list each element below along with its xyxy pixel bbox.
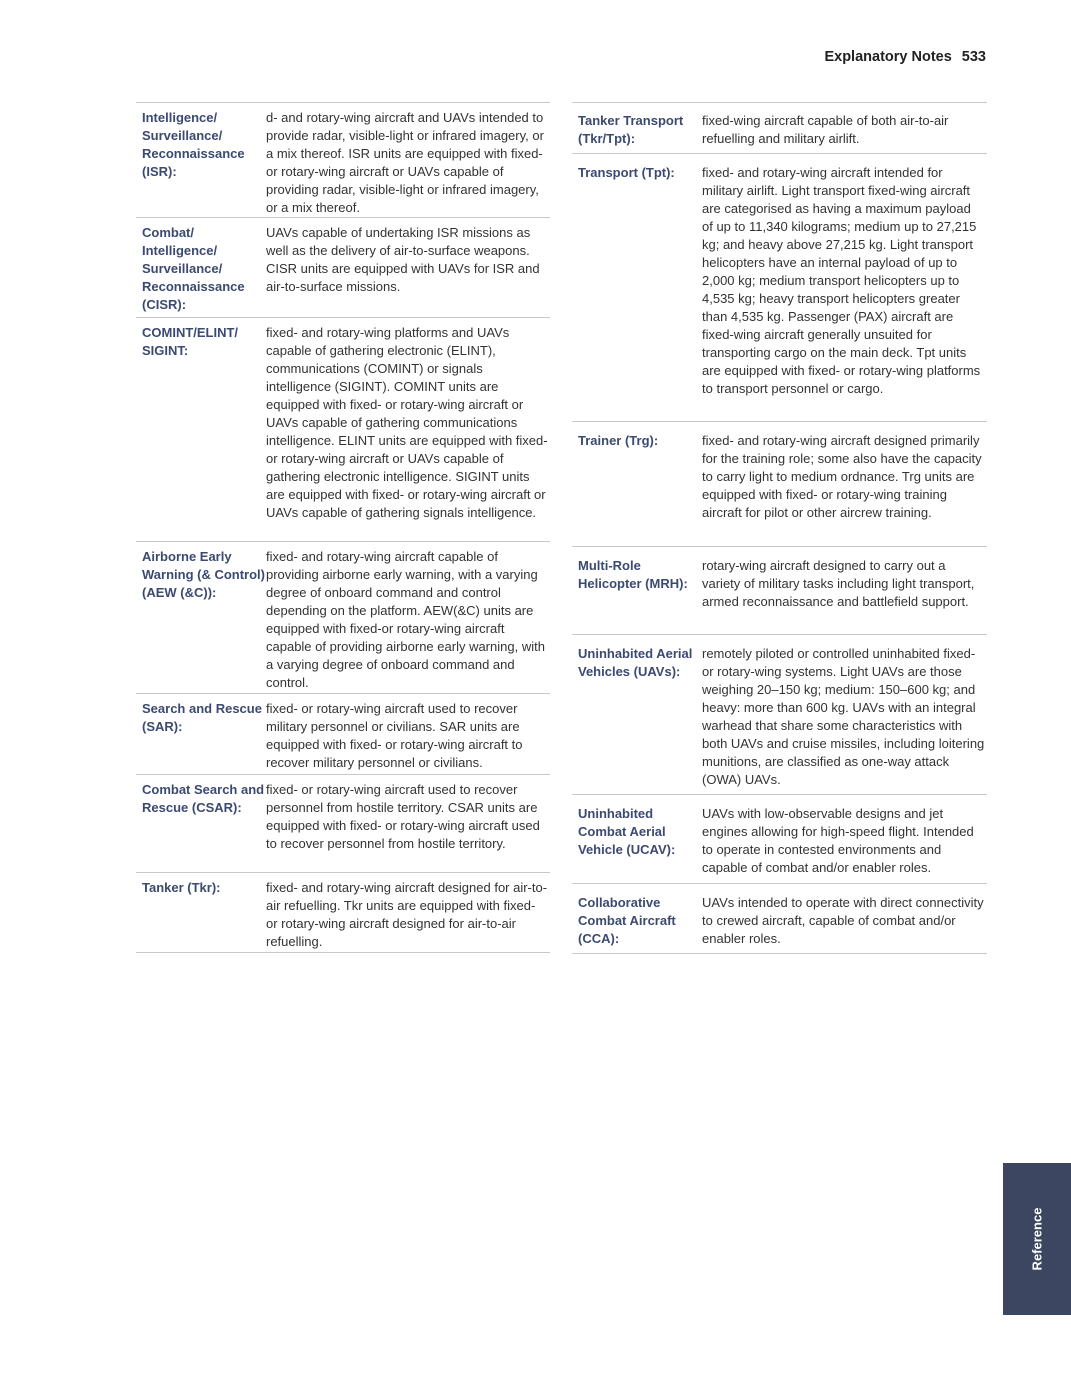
glossary-row (136, 775, 550, 873)
glossary-definition: fixed- and rotary-wing platforms and UAVs capable of gathering electronic (ELINT), communications (COMINT) or signals intelligence (SIGINT). COMINT units are equipped with fixed- or rotary-wing aircraft or UAVs capable of gathering communications intelligence. ELINT units are equipped with fixed- or rotary-wing aircraft or UAVs capable of gathering electronic intelligence. SIGINT units are equipped with fixed- or rotary-wing aircraft or UAVs capable of gathering signals intelligence. (266, 325, 548, 520)
page-number: 533 (961, 49, 986, 65)
glossary-row (136, 694, 550, 775)
glossary-row (572, 547, 987, 635)
glossary-term: Airborne Early Warning (& Control) (AEW (&C)): (142, 549, 265, 600)
glossary-term: Combat/ Intelligence/ Surveillance/ Reconnaissance (CISR): (142, 225, 245, 312)
page-header (824, 49, 986, 65)
glossary-term: Multi-Role Helicopter (MRH): (578, 558, 688, 591)
glossary-definition: rotary-wing aircraft designed to carry out a variety of military tasks including light transport, armed reconnaissance and battlefield support. (702, 558, 975, 609)
glossary-row (136, 102, 550, 218)
glossary-definition: UAVs with low-observable designs and jet engines allowing for high-speed flight. Intended to operate in contested environments and capable of combat and/or enabler roles. (702, 806, 974, 875)
glossary-definition: remotely piloted or controlled uninhabited fixed- or rotary-wing systems. Light UAVs are those weighing 20–150 kg; medium: 150–600 kg; and heavy: more than 600 kg. UAVs with an integral warhead that share some characteristics with both UAVs and cruise missiles, including loitering munitions, are classified as one-way attack (OWA) UAVs. (702, 646, 985, 787)
glossary-row (572, 102, 987, 154)
left-glossary-column (136, 102, 550, 953)
glossary-term: COMINT/ELINT/ SIGINT: (142, 325, 239, 358)
glossary-definition: UAVs intended to operate with direct connectivity to crewed aircraft, capable of combat and/or enabler roles. (702, 895, 984, 946)
glossary-term: Tanker Transport (Tkr/Tpt): (578, 113, 684, 146)
glossary-row (136, 873, 550, 953)
glossary-row (572, 154, 987, 422)
running-title: Explanatory Notes (824, 49, 952, 65)
glossary-row (572, 884, 987, 954)
glossary-definition: d- and rotary-wing aircraft and UAVs intended to provide radar, visible-light or infrared imagery, or a mix thereof. ISR units are equipped with fixed- or rotary-wing aircraft or UAVs capable of providing radar, visible-light or infrared imagery, or a mix thereof. (266, 110, 544, 215)
glossary-row (572, 635, 987, 795)
glossary-definition: fixed- and rotary-wing aircraft intended for military airlift. Light transport fixed-wing aircraft are categorised as having a maximum payload of up to 11,340 kilograms; medium up to 27,215 kg; and heavy above 27,215 kg. Light transport helicopters have an internal payload of up to 2,000 kg; medium transport helicopters up to 4,535 kg; heavy transport helicopters greater than 4,535 kg. Passenger (PAX) aircraft are fixed-wing aircraft generally unsuited for transporting cargo on the main deck. Tpt units are equipped with fixed- or rotary-wing platforms to transport personnel or cargo. (702, 165, 981, 396)
glossary-row (136, 542, 550, 694)
glossary-definition: fixed-wing aircraft capable of both air-to-air refuelling and military airlift. (702, 113, 949, 146)
glossary-row (572, 795, 987, 884)
glossary-definition: fixed- and rotary-wing aircraft designed for air-to-air refuelling. Tkr units are equipped with fixed- or rotary-wing aircraft designed for air-to-air refuelling. (266, 880, 548, 949)
right-glossary-column (572, 102, 987, 954)
section-tab-label: Reference (1029, 1207, 1045, 1271)
glossary-term: Uninhabited Aerial Vehicles (UAVs): (578, 646, 693, 679)
glossary-term: Search and Rescue (SAR): (142, 701, 262, 734)
glossary-term: Tanker (Tkr): (142, 880, 221, 895)
glossary-term: Collaborative Combat Aircraft (CCA): (578, 895, 676, 946)
glossary-term: Combat Search and Rescue (CSAR): (142, 782, 265, 815)
glossary-definition: fixed- and rotary-wing aircraft designed primarily for the training role; some also have the capacity to carry light to medium ordnance. Trg units are equipped with fixed- or rotary-wing training aircraft for pilot or other aircrew training. (702, 433, 982, 520)
glossary-term: Transport (Tpt): (578, 165, 675, 180)
glossary-term: Intelligence/ Surveillance/ Reconnaissance (ISR): (142, 110, 245, 179)
reference-section-tab (1003, 1163, 1071, 1315)
glossary-definition: fixed- and rotary-wing aircraft capable of providing airborne early warning, with a varying degree of onboard command and control depending on the platform. AEW(&C) units are equipped with fixed-or rotary-wing aircraft capable of providing airborne early warning, with a varying degree of onboard command and control. (266, 549, 545, 690)
glossary-definition: fixed- or rotary-wing aircraft used to recover military personnel or civilians. SAR units are equipped with fixed- or rotary-wing aircraft to recover military personnel or civilians. (266, 701, 523, 770)
glossary-row (572, 422, 987, 547)
glossary-term: Uninhabited Combat Aerial Vehicle (UCAV): (578, 806, 676, 857)
glossary-row (136, 318, 550, 542)
glossary-definition: UAVs capable of undertaking ISR missions as well as the delivery of air-to-surface weapons. CISR units are equipped with UAVs for ISR and air-to-surface missions. (266, 225, 540, 294)
glossary-row (136, 218, 550, 318)
glossary-term: Trainer (Trg): (578, 433, 659, 448)
glossary-definition: fixed- or rotary-wing aircraft used to recover personnel from hostile territory. CSAR units are equipped with fixed- or rotary-wing aircraft used to recover personnel from hostile territory. (266, 782, 540, 851)
